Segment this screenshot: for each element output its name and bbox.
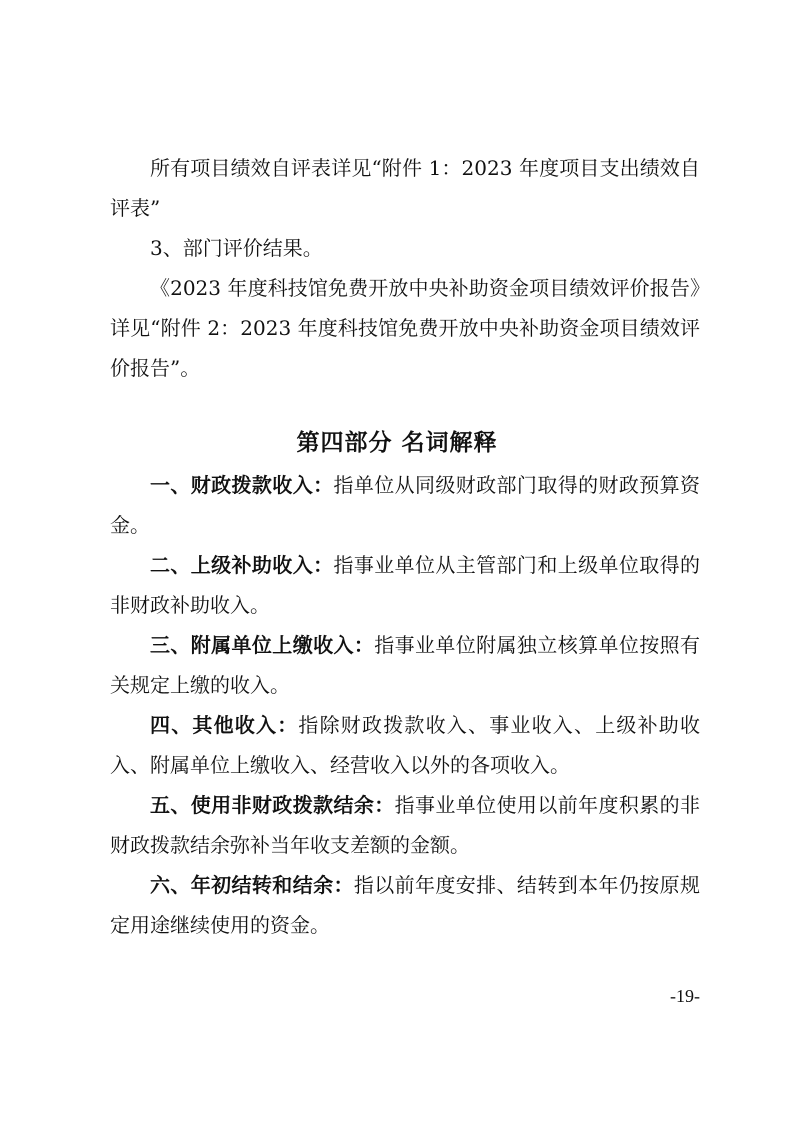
definition-term: 四、其他收入： xyxy=(150,713,299,737)
page-number: -19- xyxy=(670,986,700,1006)
paragraph-department-evaluation: 3、部门评价结果。 xyxy=(150,236,323,260)
definition-text: 指单位从同级财政部门取得的财政预算资金。 xyxy=(110,473,701,537)
definition-term: 二、上级补助收入： xyxy=(150,553,334,577)
definition-other-income xyxy=(110,705,700,785)
definition-text: 指以前年度安排、结转到本年仍按原规定用途继续使用的资金。 xyxy=(110,873,701,937)
definition-carryover-balance xyxy=(110,865,700,945)
section-title: 第四部分 名词解释 xyxy=(296,429,498,456)
definition-term: 五、使用非财政拨款结余： xyxy=(150,793,395,817)
paragraph-self-evaluation: 所有项目绩效自评表详见“附件 1：2023 年度项目支出绩效自评表” xyxy=(110,156,700,220)
definition-text: 指事业单位附属独立核算单位按照有关规定上缴的收入。 xyxy=(110,633,701,697)
definition-term: 三、附属单位上缴收入： xyxy=(150,633,375,657)
definition-fiscal-appropriation xyxy=(110,465,700,545)
paragraph-evaluation-report: 《2023 年度科技馆免费开放中央补助资金项目绩效评价报告》详见“附件 2：2023 年度科技馆免费开放中央补助资金项目绩效评价报告”。 xyxy=(110,276,700,380)
definition-superior-subsidy xyxy=(110,545,700,625)
definition-term: 六、年初结转和结余： xyxy=(150,873,354,897)
definition-text: 指除财政拨款收入、事业收入、上级补助收入、附属单位上缴收入、经营收入以外的各项收入。 xyxy=(110,713,701,777)
definition-term: 一、财政拨款收入： xyxy=(150,473,334,497)
definition-text: 指事业单位从主管部门和上级单位取得的非财政补助收入。 xyxy=(110,553,701,617)
definition-text: 指事业单位使用以前年度积累的非财政拨款结余弥补当年收支差额的金额。 xyxy=(110,793,701,857)
definition-affiliated-remittance xyxy=(110,625,700,705)
definition-non-fiscal-balance xyxy=(110,785,700,865)
